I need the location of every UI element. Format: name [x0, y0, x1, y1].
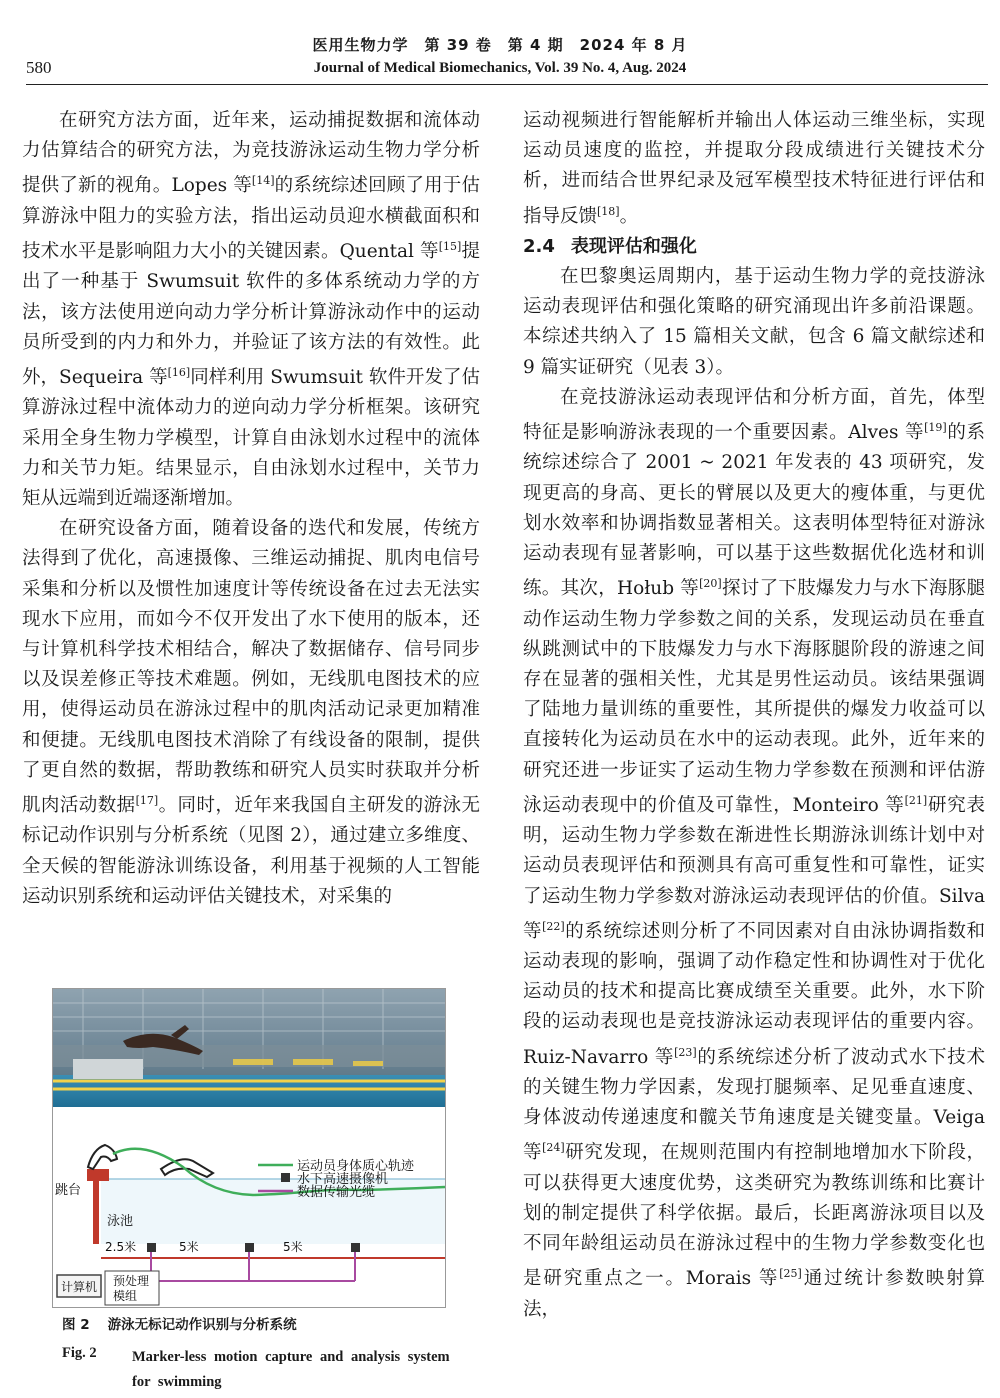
camera-1 — [147, 1243, 156, 1252]
caption-en-number: Fig. 2 — [62, 1345, 97, 1361]
camera-2 — [245, 1243, 254, 1252]
figure-caption — [62, 1313, 462, 1395]
distance-label-2: 5米 — [179, 1240, 199, 1254]
pool-label: 泳池 — [107, 1214, 134, 1229]
distance-label-1: 2.5米 — [105, 1240, 137, 1254]
journal-title-en: Journal of Medical Biomechanics, Vol. 39 No. 4, Aug. 2024 — [313, 60, 687, 76]
section-title: 表现评估和强化 — [570, 235, 697, 257]
figure-2 — [52, 988, 446, 1308]
legend-trajectory-label: 运动员身体质心轨迹 — [297, 1159, 415, 1174]
left-column — [22, 106, 480, 912]
section-heading — [523, 232, 985, 262]
diving-platform — [87, 1169, 109, 1181]
computer-label: 计算机 — [61, 1280, 98, 1294]
page-header — [0, 0, 1000, 90]
caption-en — [62, 1345, 462, 1395]
caption-cn — [62, 1313, 462, 1333]
journal-title-cn: 医用生物力学 第 39 卷 第 4 期 2024 年 8 月 — [312, 36, 688, 54]
figure-2-drawing — [53, 989, 445, 1307]
right-column — [523, 106, 985, 1325]
paragraph-assessment: 在竞技游泳运动表现评估和分析方面，首先，体型特征是影响游泳表现的一个重要因素。Alves 等[19]的系统综述综合了 2001 ~ 2021 年发表的 43 项研究，发现更高的身高、更长的臂展以及更大的瘦体重，与更优划水效率和协调指数显著相关。这表明体型特征对游泳运动表现有显著影响，可以基于这些数据优化选材和训练。其次，Hołub 等[20]探讨了下肢爆发力与水下海豚腿动作运动生物力学参数之间的关系，发现运动员在垂直纵跳测试中的下肢爆发力与水下海豚腿阶段的游速之间存在显著的强相关性，尤其是男性运动员。该结果强调了陆地力量训练的重要性，其所提供的爆发力收益可以直接转化为运动员在水中的运动表现。此外，近年来的研究还进一步证实了运动生物力学参数在预测和评估游泳运动表现中的价值及可靠性，Monteiro 等[21]研究表明，运动生物力学参数在渐进性长期游泳训练计划中对运动员表现评估和预测具有高可重复性和可靠性，证实了运动生物力学参数对游泳运动表现评估的价值。Silva 等[22]的系统综述则分析了不同因素对自由泳协调指数和运动表现的影响，强调了动作稳定性和协调性对于优化运动员的技术和提高比赛成绩至关重要。此外，水下阶段的运动表现也是竞技游泳运动表现评估的重要内容。Ruiz-Navarro 等[23]的系统综述分析了波动式水下技术的关键生物力学因素，发现打腿频率、足见垂直速度、身体波动传递速度和髋关节角速度是关键变量。Veiga 等[24]研究发现，在规则范围内有控制地增加水下阶段，可以获得更大速度优势，这类研究为教练训练和比赛计划的制定提供了科学依据。最后，长距离游泳项目以及不同年龄组运动员在游泳过程中的生物力学参数变化也是研究重点之一。Morais 等[25]通过统计参数映射算法， — [523, 386, 985, 1320]
distance-label-3: 5米 — [283, 1240, 303, 1254]
preprocess-label-1: 预处理 — [113, 1274, 150, 1288]
page-number: 580 — [26, 58, 52, 77]
caption-cn-text: 游泳无标记动作识别与分析系统 — [107, 1317, 297, 1333]
paragraph-continued: 运动视频进行智能解析并输出人体运动三维坐标，实现运动员速度的监控，并提取分段成绩进行关键技术分析，进而结合世界纪录及冠军模型技术特征进行评估和指导反馈[18]。 — [523, 110, 985, 227]
section-number: 2.4 — [523, 235, 555, 257]
caption-en-text: Marker-less motion capture and analysis system for swimming — [132, 1349, 450, 1390]
platform-label: 跳台 — [55, 1183, 82, 1198]
legend-cable-label: 数据传输光缆 — [297, 1185, 376, 1200]
legend-camera-swatch — [281, 1173, 290, 1182]
paragraph-methods: 在研究方法方面，近年来，运动捕捉数据和流体动力估算结合的研究方法，为竞技游泳运动生物力学分析提供了新的视角。Lopes 等[14]的系统综述回顾了用于估算游泳中阻力的实验方法，指出运动员迎水横截面积和技术水平是影响阻力大小的关键因素。Quental 等[15]提出了一种基于 Swumsuit 软件的多体系统动力学的方法，该方法使用逆向动力学分析计算游泳动作中的运动员所受到的内力和外力，并验证了该方法的有效性。此外，Sequeira 等[16]同样利用 Swumsuit 软件开发了估算游泳过程中流体动力的逆向动力学分析框架。该研究采用全身生物力学模型，计算自由泳划水过程中的流体力和关节力矩。结果显示，自由泳划水过程中，关节力矩从远端到近端逐渐增加。 — [22, 110, 480, 509]
camera-3 — [351, 1243, 360, 1252]
legend-camera-label: 水下高速摄像机 — [297, 1172, 389, 1187]
caption-cn-number: 图 2 — [62, 1317, 90, 1333]
preprocess-label-2: 模组 — [113, 1289, 138, 1303]
header-rule — [26, 84, 988, 85]
paragraph-equipment: 在研究设备方面，随着设备的迭代和发展，传统方法得到了优化，高速摄像、三维运动捕捉、肌肉电信号采集和分析以及惯性加速度计等传统设备在过去无法实现水下应用，而如今不仅开发出了水下使用的版本，还与计算机科学技术相结合，解决了数据储存、信号同步以及误差修正等技术难题。例如，无线肌电图技术的应用，使得运动员在游泳过程中的肌肉活动记录更加精准和便捷。无线肌电图技术消除了有线设备的限制，提供了更自然的数据，帮助教练和研究人员实时获取并分析肌肉活动数据[17]。同时，近年来我国自主研发的游泳无标记动作识别与分析系统（见图 2），通过建立多维度、全天候的智能游泳训练设备，利用基于视频的人工智能运动识别系统和运动评估关键技术，对采集的 — [22, 518, 480, 907]
paragraph-overview: 在巴黎奥运周期内，基于运动生物力学的竞技游泳运动表现评估和强化策略的研究涌现出许多前沿课题。本综述共纳入了 15 篇相关文献，包含 6 篇文献综述和 9 篇实证研究（见表 3）。 — [523, 265, 985, 378]
